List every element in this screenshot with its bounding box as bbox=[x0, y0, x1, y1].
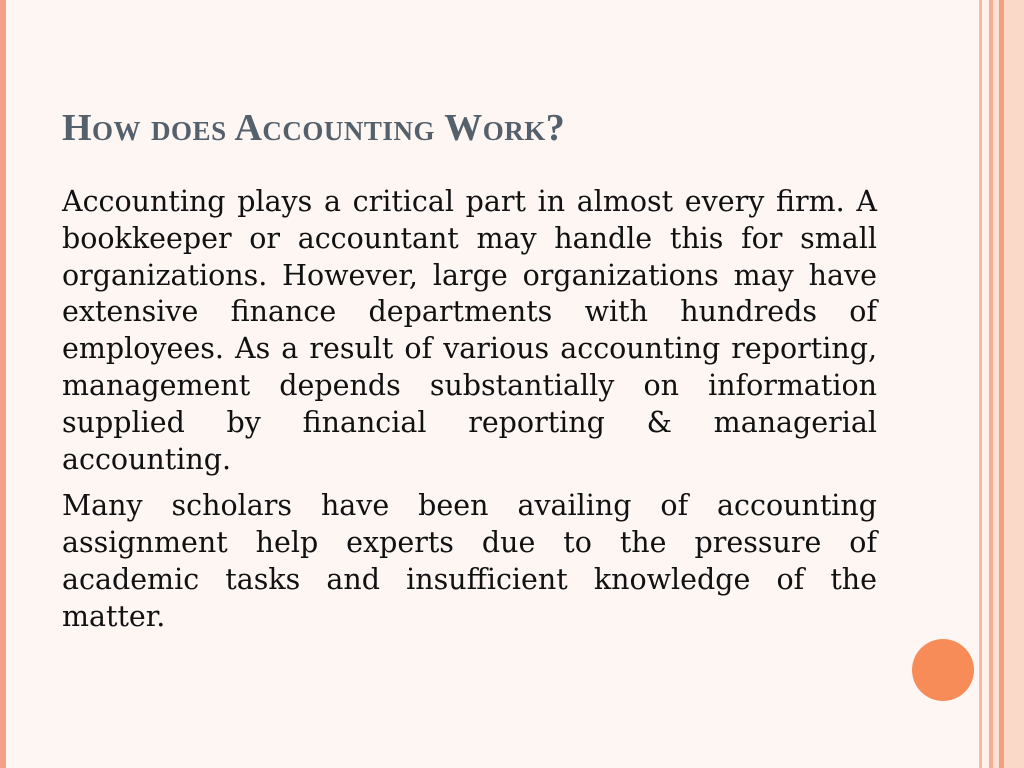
slide-title: How does Accounting Work? bbox=[62, 107, 566, 149]
left-border-stripe bbox=[0, 0, 6, 768]
body-paragraph: Many scholars have been availing of accounting assignment help experts due to the pressure of academic tasks and insufficient knowledge of the matter. bbox=[62, 489, 877, 633]
right-decorative-stripes bbox=[979, 0, 1024, 768]
decorative-circle bbox=[912, 639, 974, 701]
slide-body bbox=[62, 184, 877, 636]
stripe bbox=[982, 0, 989, 768]
body-paragraph: Accounting plays a critical part in almost every firm. A bookkeeper or accountant may handle this for small organizations. However, large organizations may have extensive finance departments with hundreds of employees. As a result of various accounting reporting, management depends substantially on information supplied by financial reporting & managerial accounting. bbox=[62, 185, 877, 476]
stripe bbox=[1004, 0, 1024, 768]
